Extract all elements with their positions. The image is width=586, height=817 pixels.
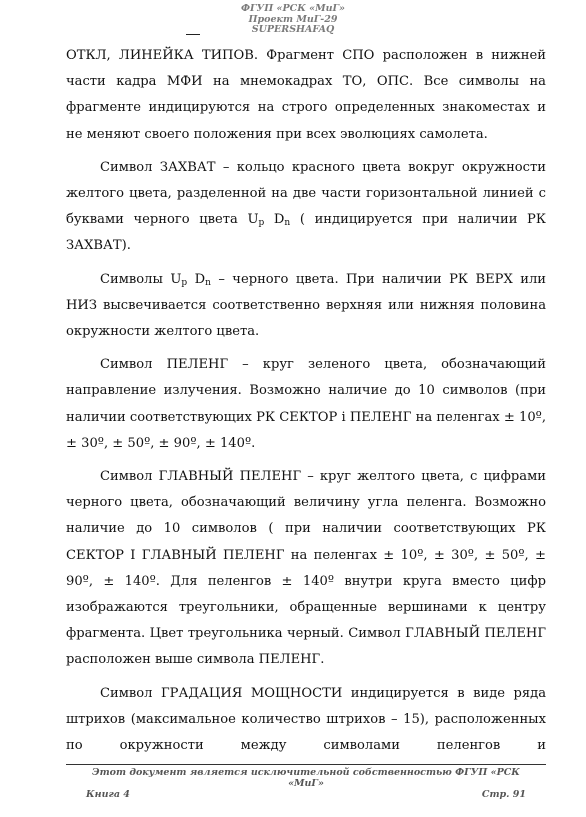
header-code: SUPERSHAFAQ bbox=[251, 24, 335, 35]
document-body bbox=[66, 43, 546, 766]
paragraph-capture-symbol: Символ ЗАХВАТ – кольцо красного цвета вокруг окружности желтого цвета, разделенной на две части горизонтальной линией с буквами черного цвета $U_p$ $D_n$ ( индицируется при наличии РК ЗАХВАТ). bbox=[66, 159, 546, 254]
paragraph-power-gradation: Символ ГРАДАЦИЯ МОЩНОСТИ индицируется в виде ряда штрихов (максимальное количество штрихов – 15), расположенных по окружности между символами пеленгов и bbox=[66, 685, 546, 754]
header-dash-mark bbox=[186, 34, 200, 35]
header-project: Проект МиГ-29 bbox=[248, 13, 338, 25]
paragraph-bearing-symbol: Символ ПЕЛЕНГ – круг зеленого цвета, обозначающий направление излучения. Возможно наличие до 10 символов (при наличии соответствующих РК СЕКТОР i ПЕЛЕНГ на пеленгах ± 10º, ± 30º, ± 50º, ± 90º, ± 140º. bbox=[66, 357, 546, 451]
page-header bbox=[0, 4, 586, 36]
footer-page-number: Стр. 91 bbox=[481, 789, 526, 800]
page-footer bbox=[86, 767, 526, 800]
paragraph-updn-symbols: Символы $U_p$ $D_n$ – черного цвета. При наличии РК ВЕРХ или НИЗ высвечивается соответственно верхняя или нижняя половина окружности желтого цвета. bbox=[66, 271, 546, 340]
paragraph-main-bearing-symbol: Символ ГЛАВНЫЙ ПЕЛЕНГ – круг желтого цвета, с цифрами черного цвета, обозначающий величину угла пеленга. Возможно наличие до 10 символов ( при наличии соответствующих РК СЕКТОР I ГЛАВНЫЙ ПЕЛЕНГ на пеленгах ± 10º, ± 30º, ± 50º, ± 90º, ± 140º. Для пеленгов ± 140º внутри круга вместо цифр изображаются треугольники, обращенные вершинами к центру фрагмента. Цвет треугольника черный. Символ ГЛАВНЫЙ ПЕЛЕНГ расположен выше символа ПЕЛЕНГ. bbox=[66, 469, 546, 668]
paragraph-continued: ОТКЛ, ЛИНЕЙКА ТИПОВ. Фрагмент СПО расположен в нижней части кадра МФИ на мнемокадрах ТО, ОПС. Все символы на фрагменте индицируются на строго определенных знакоместах и не меняют своего положения при всех эволюциях самолета. bbox=[66, 48, 546, 142]
footer-divider bbox=[66, 764, 546, 765]
footer-book-number: Книга 4 bbox=[86, 789, 130, 800]
header-company: ФГУП «РСК «МиГ» bbox=[240, 3, 345, 14]
footer-ownership-notice: Этот документ является исключительной собственностью ФГУП «РСК «МиГ» bbox=[92, 767, 520, 789]
